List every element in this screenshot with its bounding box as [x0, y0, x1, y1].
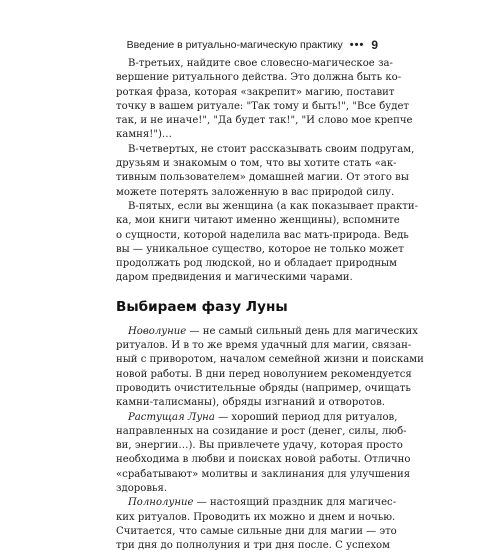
text-line: [116, 411, 398, 425]
term-waxing-moon: Растущая Луна: [128, 411, 215, 423]
text-line: В-третьих, найдите свое словесно-магическое за-: [128, 58, 393, 69]
text-line: ный с приворотом, началом семейной жизни и поисками: [116, 354, 424, 366]
text-line: Считается, что самые сильные дни для магии — это: [116, 525, 397, 537]
text-line: направленных на созидание и рост (денег, силы, люб-: [116, 425, 407, 437]
text-line: вершение ритуального действа. Это должна быть ко-: [116, 72, 402, 84]
text-line: о сущности, которой наделила вас мать-природа. Ведь: [116, 229, 409, 241]
text-line: даром предвидения и магическими чарами.: [116, 272, 353, 284]
text-line: ви, энергии…). Вы привлечете удачу, которая просто: [116, 440, 403, 452]
page-number: 9: [371, 38, 378, 52]
term-new-moon: Новолуние: [128, 325, 187, 337]
text-line: тивным пользователем» домашней магии. От этого вы: [116, 172, 409, 184]
text-line: ритуалов. И в то же время удачный для магии, связан-: [116, 340, 412, 352]
text-line: [116, 496, 397, 510]
text-line: здоровья.: [116, 483, 168, 495]
text-run: — настоящий праздник для магичес-: [193, 497, 397, 509]
text-line: ких ритуалов. Проводить их можно и днем и ночью.: [116, 511, 396, 523]
text-line: камни-талисманы), обряды изгнаний и отворотов.: [116, 397, 385, 409]
text-line: роткая фраза, которая «закрепит» магию, поставит: [116, 86, 395, 98]
text-line: «срабатывают» молитвы и заклинания для улучшения: [116, 468, 411, 480]
term-full-moon: Полнолуние: [128, 497, 194, 509]
text-line: ка, мои книги читают именно женщины), вспомните: [116, 215, 400, 227]
text-line: В-пятых, если вы женщина (а как показывает практи-: [128, 200, 418, 212]
page-body: [116, 57, 424, 554]
text-line: проводить очистительные обряды (например, очищать: [116, 382, 411, 394]
ornament-dots: •••: [349, 39, 365, 51]
section-title: Выбираем фазу Луны: [116, 298, 288, 315]
text-line: [116, 325, 418, 339]
text-line: новой работы. В дни перед новолунием рекомендуется: [116, 368, 412, 380]
text-line: вы — уникальное существо, которое не только может: [116, 243, 404, 255]
text-line: В-четвертых, не стоит рассказывать своим подругам,: [128, 143, 415, 155]
text-line: так, и не иначе!", "Да будет так!", "И слово мое крепче: [116, 115, 413, 127]
text-line: камня!")…: [116, 129, 173, 141]
text-line: друзьям и знакомым о том, что вы хотите стать «ак-: [116, 158, 397, 170]
running-header: [116, 38, 378, 52]
text-line: точку в вашем ритуале: "Так тому и быть!", "Все будет: [116, 100, 410, 112]
text-line: необходима в любви и поисках новой работы. Отлично: [116, 454, 411, 466]
text-run: — не самый сильный день для магических: [186, 325, 418, 337]
text-line: можете потерять заложенную в вас природой силу.: [116, 186, 395, 198]
text-run: — хороший период для ритуалов,: [214, 411, 398, 423]
running-title: Введение в ритуально-магическую практику: [126, 39, 343, 51]
text-line: три дня до полнолуния и три дня после. С успехом: [116, 540, 390, 552]
text-line: продолжать род людской, но и обладает природным: [116, 258, 397, 270]
